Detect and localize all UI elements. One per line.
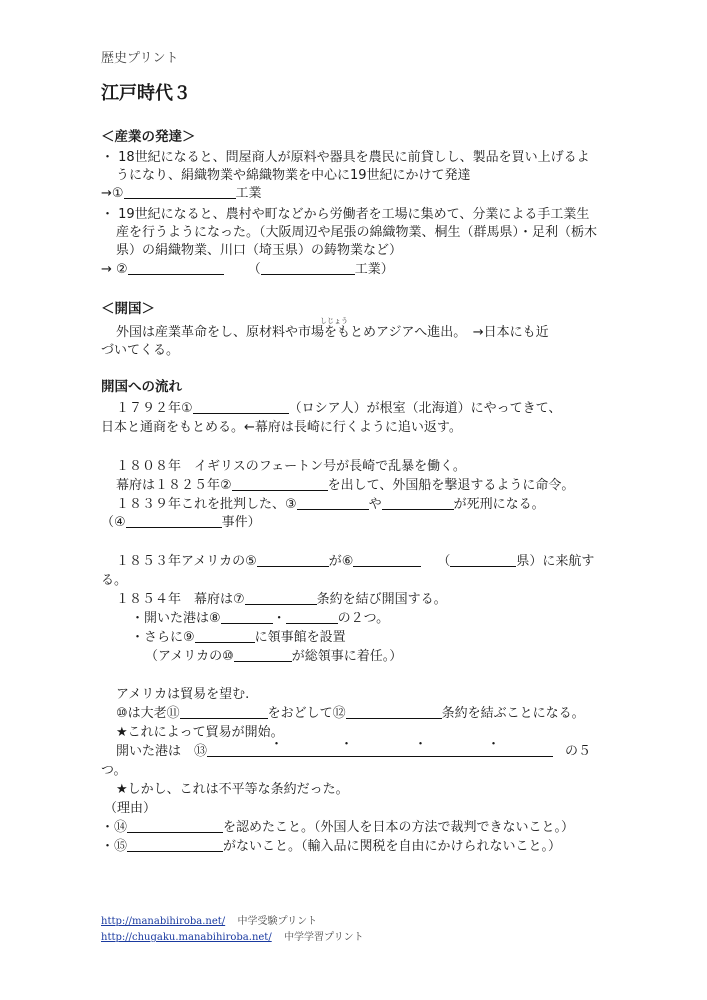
section-heading-flow: 開国への流れ bbox=[101, 379, 182, 395]
line-1792-text: １７９２年① bbox=[116, 401, 193, 416]
flow-line-1853-cont: る。 bbox=[101, 573, 128, 588]
answer-blank-8b[interactable] bbox=[286, 610, 338, 624]
answer-1-row bbox=[101, 185, 262, 203]
answer-blank-15[interactable] bbox=[127, 838, 223, 852]
reason-14-label: ・⑭ bbox=[101, 820, 128, 835]
answer-blank-8a[interactable] bbox=[221, 610, 273, 624]
consul-suffix: が総領事に着任。） bbox=[291, 649, 403, 664]
flow-line-1853 bbox=[116, 553, 594, 571]
footer-row-1 bbox=[101, 912, 317, 927]
consulate-text: ・さらに⑨ bbox=[131, 630, 195, 645]
ports-two-text: ・開いた港は⑧ bbox=[131, 611, 221, 626]
port-separator-3: ・ bbox=[414, 737, 428, 752]
bullet-2-line-1: ・ 19世紀になると、農村や町などから労働者を工場に集めて、分業による手工業生 bbox=[101, 207, 590, 222]
page-title: 江戸時代３ bbox=[101, 83, 191, 104]
footer-link-manabihiroba[interactable]: http://manabihiroba.net/ bbox=[101, 916, 226, 927]
flow-line-treaty bbox=[116, 705, 585, 723]
flow-line-ports-two bbox=[131, 610, 389, 628]
answer-blank-4[interactable] bbox=[126, 514, 222, 528]
footer-text-1: 中学受験プリント bbox=[237, 916, 318, 927]
furigana-shijo: しじょう bbox=[320, 317, 348, 325]
answer-2-suffix: 工業） bbox=[354, 262, 394, 277]
section-heading-opening: ＜開国＞ bbox=[101, 301, 155, 317]
series-label: 歴史プリント bbox=[101, 51, 179, 66]
answer-2-label: → ② bbox=[101, 262, 128, 277]
footer-row-2 bbox=[101, 928, 364, 943]
answer-blank-2[interactable] bbox=[232, 477, 328, 491]
ports-two-suffix: の２つ。 bbox=[337, 611, 390, 626]
port-separator-2: ・ bbox=[340, 737, 354, 752]
answer-2-blank[interactable] bbox=[128, 261, 224, 275]
line-1792-text-2: （ロシア人）が根室（北海道）にやってきて、 bbox=[288, 401, 562, 416]
answer-blank-13[interactable] bbox=[207, 737, 553, 757]
section-heading-industry: ＜産業の発達＞ bbox=[101, 129, 196, 145]
treaty-text: ⑩は大老⑪ bbox=[116, 706, 180, 721]
flow-line-1854 bbox=[116, 591, 447, 609]
treaty-suffix: 条約を結ぶことになる。 bbox=[441, 706, 585, 721]
line-1854-text: １８５４年 幕府は⑦ bbox=[116, 592, 245, 607]
incident-label: （④ bbox=[101, 515, 126, 530]
incident-suffix: 事件） bbox=[221, 515, 261, 530]
bullet-2-line-3: 県）の絹織物業、川口（埼玉県）の鋳物業など） bbox=[116, 243, 403, 258]
answer-1-blank[interactable] bbox=[124, 185, 236, 199]
answer-blank-12[interactable] bbox=[346, 705, 442, 719]
reason-15-label: ・⑮ bbox=[101, 839, 128, 854]
flow-line-ports-five bbox=[116, 737, 592, 761]
line-1825-text: 幕府は１８２５年② bbox=[116, 478, 232, 493]
flow-line-consulate bbox=[131, 629, 346, 647]
answer-blank-9[interactable] bbox=[195, 629, 255, 643]
flow-line-reason: （理由） bbox=[104, 801, 157, 816]
answer-blank-6-pref[interactable] bbox=[450, 553, 516, 567]
footer-text-2: 中学学習プリント bbox=[284, 932, 364, 943]
flow-line-1825 bbox=[116, 477, 574, 495]
answer-2-type-blank[interactable] bbox=[261, 261, 355, 275]
flow-line-1839 bbox=[116, 496, 545, 514]
line-1853-text: １８５３年アメリカの⑤ bbox=[116, 554, 257, 569]
opening-paragraph-line-2: づいてくる。 bbox=[101, 343, 180, 358]
answer-blank-14[interactable] bbox=[127, 819, 223, 833]
answer-1-suffix: 工業 bbox=[235, 186, 262, 201]
flow-line-trade-start: ★これによって貿易が開始。 bbox=[116, 725, 284, 740]
line-1853-text-3: 県）に来航す bbox=[516, 554, 595, 569]
answer-blank-6[interactable] bbox=[353, 553, 421, 567]
opening-paragraph-line-1: 外国は産業革命をし、原材料や市場をもとめアジアへ進出。 →日本にも近 bbox=[116, 325, 549, 340]
answer-blank-11[interactable] bbox=[180, 705, 268, 719]
bullet-1-line-2: うになり、絹織物業や綿織物業を中心に19世紀にかけて発達 bbox=[116, 168, 471, 183]
flow-line-trade-request: 日本と通商をもとめる。←幕府は長崎に行くように追い返す。 bbox=[101, 420, 462, 435]
flow-line-reason-15 bbox=[101, 838, 561, 856]
answer-blank-1[interactable] bbox=[193, 400, 289, 414]
flow-line-unequal: ★しかし、これは不平等な条約だった。 bbox=[116, 782, 349, 797]
answer-blank-3b[interactable] bbox=[382, 496, 454, 510]
bullet-1-line-1: ・ 18世紀になると、問屋商人が原料や器具を農民に前貸しし、製品を買い上げるよ bbox=[101, 150, 590, 165]
consul-text: （アメリカの⑩ bbox=[145, 649, 234, 664]
line-1839-text: １８３９年これを批判した、③ bbox=[116, 497, 297, 512]
line-1839-text-2: が死刑になる。 bbox=[453, 497, 545, 512]
ports-two-dot: ・ bbox=[272, 611, 286, 626]
reason-14-text: を認めたこと。（外国人を日本の方法で裁判できないこと。） bbox=[223, 820, 575, 835]
ports-five-suffix: の５ bbox=[565, 744, 592, 759]
answer-blank-7[interactable] bbox=[245, 591, 317, 605]
footer-link-chugaku[interactable]: http://chugaku.manabihiroba.net/ bbox=[101, 932, 272, 943]
answer-2-open-paren: （ bbox=[247, 262, 261, 277]
answer-blank-10[interactable] bbox=[234, 648, 292, 662]
answer-1-label: →① bbox=[101, 186, 124, 201]
flow-line-1792 bbox=[116, 400, 561, 418]
flow-line-1808: １８０８年 イギリスのフェートン号が長崎で乱暴を働く。 bbox=[116, 459, 466, 474]
flow-line-consul bbox=[145, 648, 402, 666]
answer-2-row bbox=[101, 261, 394, 279]
flow-line-reason-14 bbox=[101, 819, 574, 837]
ports-five-text: 開いた港は ⑬ bbox=[116, 744, 208, 759]
treaty-text-2: をおどして⑫ bbox=[267, 706, 346, 721]
line-1853-paren: （ bbox=[437, 554, 451, 569]
port-separator-1: ・ bbox=[270, 737, 284, 752]
line-1853-text-2: が⑥ bbox=[328, 554, 354, 569]
port-separator-4: ・ bbox=[487, 737, 501, 752]
flow-line-trade-wish: アメリカは貿易を望む. bbox=[116, 687, 250, 702]
line-1825-text-2: を出して、外国船を撃退するように命令。 bbox=[327, 478, 575, 493]
flow-line-ports-five-cont: つ。 bbox=[101, 763, 127, 778]
reason-15-text: がないこと。（輸入品に関税を自由にかけられないこと。） bbox=[223, 839, 562, 854]
answer-blank-3a[interactable] bbox=[297, 496, 369, 510]
line-1854-text-2: 条約を結び開国する。 bbox=[316, 592, 447, 607]
line-1839-and: や bbox=[368, 497, 382, 512]
consulate-suffix: に領事館を設置 bbox=[254, 630, 346, 645]
flow-line-incident bbox=[101, 514, 261, 532]
bullet-2-line-2: 産を行うようになった。（大阪周辺や尾張の綿織物業、桐生（群馬県）・足利（栃木 bbox=[116, 225, 598, 240]
answer-blank-5[interactable] bbox=[257, 553, 329, 567]
